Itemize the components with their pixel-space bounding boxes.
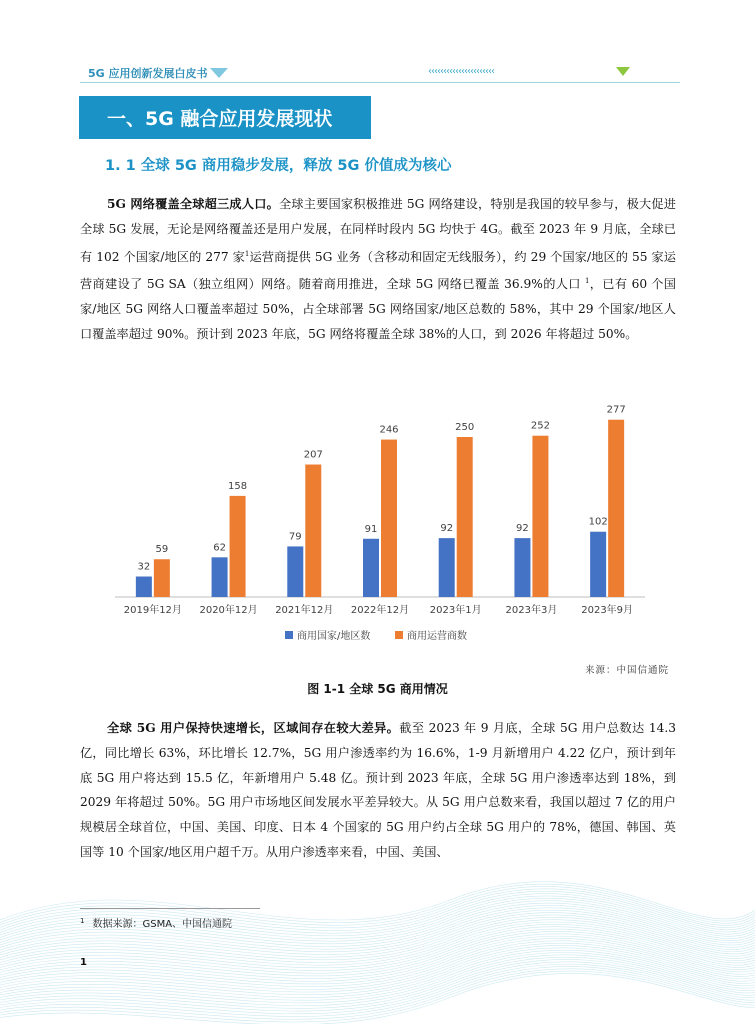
bar-operators xyxy=(305,465,321,597)
paragraph-network-coverage xyxy=(80,192,676,347)
bar-countries xyxy=(363,539,379,597)
footnote-ref: 1 xyxy=(584,277,590,286)
data-label: 59 xyxy=(155,544,169,556)
bar-countries xyxy=(590,532,606,597)
paragraph-text: ，已有 60 个国家/地区 5G 网络人口覆盖率超过 50%，占全球部署 5G 网络国家/地区总数的 58%，其中 29 个国家/地区人口覆盖率超过 90%。预计到 2023 年底，5G 网络将覆盖全球 38%的人口，到 2026 年将超过 50%。 xyxy=(80,277,676,342)
x-tick-label: 2023年1月 xyxy=(429,605,482,616)
data-label: 92 xyxy=(440,523,454,535)
x-tick-label: 2023年3月 xyxy=(505,605,558,616)
paragraph-lead: 5G 网络覆盖全球超三成人口。 xyxy=(107,197,279,211)
bar-operators xyxy=(230,496,246,597)
footnote-text: 数据来源：GSMA、中国信通院 xyxy=(92,919,233,930)
paragraph-text: 运营商提供 5G 业务（含移动和固定无线服务），约 29 个国家/地区的 55 家运营商建设了 5G SA（独立组网）网络。随着商用推进，全球 5G 网络已覆盖 36.9%的人口 xyxy=(80,249,676,292)
bar-countries xyxy=(136,577,152,597)
header-rule xyxy=(80,82,680,83)
commercial-5g-bar-chart xyxy=(80,390,676,650)
x-tick-label: 2019年12月 xyxy=(123,605,182,616)
header-triangle-icon xyxy=(210,68,228,78)
wave-line xyxy=(0,952,755,1000)
x-tick-label: 2022年12月 xyxy=(350,605,410,616)
bar-operators xyxy=(154,559,170,597)
paragraph-text: 全球主要国家积极推进 5G 网络建设，特别是我国的较早参与，极大促进全球 5G 发展，无论是网络覆盖还是用户发展，在同样时段内 5G 均快于 4G。截至 2023 年 9 月底，全球已有 102 个国家/地区的 277 家 xyxy=(80,197,676,264)
data-label: 79 xyxy=(288,531,302,543)
wave-line xyxy=(0,973,755,1024)
data-label: 277 xyxy=(606,404,626,416)
paragraph-text: 截至 2023 年 9 月底，全球 5G 用户总数达 14.3 亿，同比增长 63%，环比增长 12.7%，5G 用户渗透率约为 16.6%，1-9 月新增用户 4.22 亿户，预计到年底 5G 用户将达到 15.5 亿，年新增用户 5.48 亿。预计到 2023 年底，全球 5G 用户渗透率达到 18%，到 2029 年将超过 50%。5G 用户市场地区间发展水平差异较大。从 5G 用户总数来看，我国以超过 7 亿的用户规模居全球首位，中国、美国、印度、日本 4 个国家的 5G 用户约占全球 5G 用户的 78%，德国、韩国、英国等 10 个国家/地区用户超千万。从用户渗透率来看，中国、美国、 xyxy=(80,721,677,859)
x-tick-label: 2023年9月 xyxy=(581,605,634,616)
header-chevrons: ‹‹‹‹‹‹‹‹‹‹‹‹‹‹‹‹‹‹‹‹‹‹ xyxy=(428,66,494,77)
data-label: 246 xyxy=(379,424,399,436)
bar-operators xyxy=(381,440,397,597)
paragraph-lead: 全球 5G 用户保持快速增长，区域间存在较大差异。 xyxy=(107,721,400,735)
data-label: 62 xyxy=(213,542,226,554)
data-label: 250 xyxy=(455,422,475,433)
figure-caption: 图 1-1 全球 5G 商用情况 xyxy=(307,682,448,696)
paragraph-user-growth xyxy=(80,716,676,865)
bar-countries xyxy=(212,557,228,597)
footnote-ref: 1 xyxy=(244,249,250,258)
data-label: 102 xyxy=(588,516,608,528)
footnote xyxy=(80,915,232,930)
data-label: 92 xyxy=(516,523,529,535)
bar-countries xyxy=(287,546,303,597)
legend-swatch xyxy=(285,631,293,639)
bar-operators xyxy=(457,437,473,597)
footnote-rule xyxy=(80,908,260,909)
data-label: 158 xyxy=(228,480,248,492)
section-title: 一、5G 融合应用发展现状 xyxy=(107,108,333,130)
figure-source: 来源：中国信通院 xyxy=(585,665,670,676)
data-label: 32 xyxy=(137,561,151,573)
page-number: 1 xyxy=(80,957,87,968)
legend-swatch xyxy=(395,631,403,639)
legend-label: 商用运营商数 xyxy=(407,631,467,642)
data-label: 91 xyxy=(364,523,378,535)
data-label: 207 xyxy=(303,449,323,461)
subsection-title: 1. 1 全球 5G 商用稳步发展，释放 5G 价值成为核心 xyxy=(105,158,452,174)
x-tick-label: 2021年12月 xyxy=(275,605,334,616)
bar-countries xyxy=(514,538,530,597)
data-label: 252 xyxy=(530,420,550,432)
running-header-title: 5G 应用创新发展白皮书 xyxy=(88,67,208,80)
bar-countries xyxy=(439,538,455,597)
bar-operators xyxy=(608,420,624,597)
header-right-triangle-icon xyxy=(616,67,630,76)
legend-label: 商用国家/地区数 xyxy=(297,631,371,642)
x-tick-label: 2020年12月 xyxy=(199,605,258,616)
bar-operators xyxy=(532,436,548,597)
footnote-mark: 1 xyxy=(80,916,85,925)
